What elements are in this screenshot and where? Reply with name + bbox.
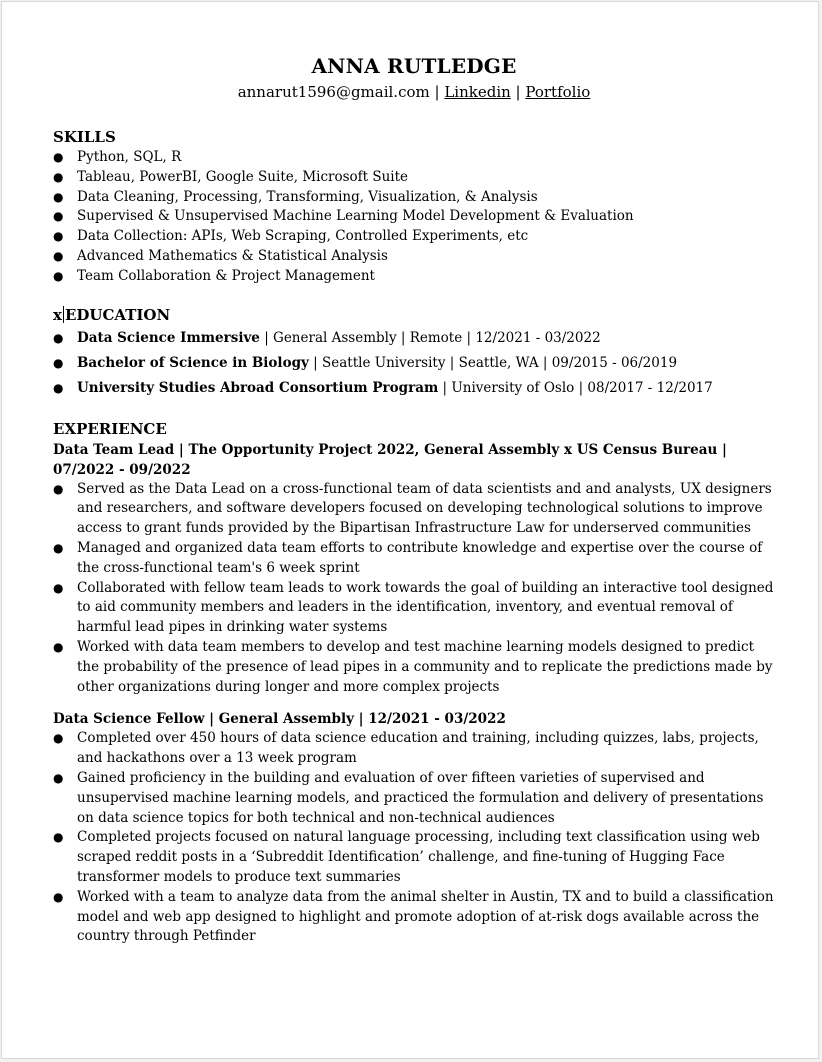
education-section: [53, 304, 775, 401]
contact-separator: |: [429, 83, 445, 101]
bullet-icon: ●: [53, 150, 64, 164]
job-bullet: ● Worked with a team to analyze data from the animal shelter in Austin, TX and to build a classification model and web app designed to highlight and promote adoption of at-risk dogs available across the country through Petfinder: [53, 888, 774, 945]
skills-section: [53, 126, 775, 287]
bullet-icon: ●: [53, 355, 64, 370]
skill-item: ● Advanced Mathematics & Statistical Analysis: [53, 247, 775, 267]
document-page: [1, 1, 819, 1059]
bullet-icon: ●: [53, 770, 64, 785]
bullet-icon: ●: [53, 169, 64, 184]
job-bullet: ● Served as the Data Lead on a cross-functional team of data scientists and and analysts, UX designers and researchers, and software developers focused on developing technological solutions to improve access to grant funds provided by the Bipartisan Infrastructure Law for underserved communities: [53, 480, 772, 537]
bullet-icon: ●: [53, 731, 64, 746]
bullet-icon: ●: [53, 639, 64, 654]
job-entry: [53, 709, 775, 947]
contact-separator: |: [510, 83, 526, 101]
skill-item: ● Supervised & Unsupervised Machine Learning Model Development & Evaluation: [53, 207, 775, 227]
skill-item: ● Tableau, PowerBI, Google Suite, Microsoft Suite: [53, 168, 775, 188]
education-item: [53, 351, 775, 376]
bullet-icon: ●: [53, 481, 64, 496]
bullet-icon: ●: [53, 380, 64, 395]
text-cursor: [63, 306, 64, 323]
bullet-icon: ●: [53, 189, 64, 204]
skills-list: [53, 148, 775, 287]
bullet-icon: ●: [53, 889, 64, 904]
job-entry: [53, 440, 775, 698]
education-item: [53, 376, 775, 401]
experience-heading: EXPERIENCE: [53, 419, 167, 438]
resume-name: ANNA RUTLEDGE: [311, 54, 517, 78]
degree-details: | University of Oslo | 08/2017 - 12/2017: [438, 379, 713, 396]
job-bullets: [53, 480, 775, 698]
linkedin-link[interactable]: Linkedin: [444, 83, 511, 101]
degree-name: Bachelor of Science in Biology: [77, 354, 309, 371]
job-heading: Data Team Lead | The Opportunity Project 2022, General Assembly x US Census Bureau | 07/2022 - 09/2022: [53, 441, 727, 478]
bullet-icon: ●: [53, 268, 64, 283]
skills-heading: SKILLS: [53, 128, 116, 146]
degree-details: | Seattle University | Seattle, WA | 09/2015 - 06/2019: [308, 354, 678, 371]
job-bullet: ● Completed over 450 hours of data science education and training, including quizzes, labs, projects, and hackathons over a 13 week program: [53, 730, 759, 767]
resume-content: [53, 52, 775, 947]
job-bullet: ● Managed and organized data team efforts to contribute knowledge and expertise over the course of the cross-functional team's 6 week sprint: [53, 539, 763, 576]
email-text: annarut1596@gmail.com: [237, 83, 430, 101]
portfolio-link[interactable]: Portfolio: [525, 83, 591, 101]
job-bullet: ● Completed projects focused on natural language processing, including text classification using web scraped reddit posts in a ‘Subreddit Identification’ challenge, and fine-tuning of Hugging Face transformer models to produce text summaries: [53, 829, 760, 885]
job-heading: Data Science Fellow | General Assembly | 12/2021 - 03/2022: [53, 711, 506, 728]
degree-name: Data Science Immersive: [77, 329, 260, 346]
bullet-icon: ●: [53, 229, 64, 244]
job-bullets: [53, 729, 775, 947]
job-bullet: ● Collaborated with fellow team leads to work towards the goal of building an interactive tool designed to aid community members and leaders in the identification, inventory, and eventual removal of harmful lead pipes in drinking water systems: [53, 579, 774, 636]
education-heading[interactable]: x EDUCATION: [53, 305, 171, 324]
education-list: [53, 326, 775, 401]
experience-section: [53, 418, 775, 948]
skill-item: ● Data Collection: APIs, Web Scraping, Controlled Experiments, etc: [53, 227, 775, 247]
skill-item: ● Team Collaboration & Project Management: [53, 267, 775, 287]
contact-line: [53, 80, 775, 104]
education-item: [53, 326, 775, 351]
degree-details: | General Assembly | Remote | 12/2021 - 03/2022: [259, 329, 601, 346]
skill-item: ● Python, SQL, R: [53, 148, 775, 168]
job-bullet: ● Worked with data team members to develop and test machine learning models designed to predict the probability of the presence of lead pipes in a community and to replicate the predictions made by other organizations during longer and more complex projects: [53, 638, 773, 695]
bullet-icon: ●: [53, 330, 64, 345]
degree-name: University Studies Abroad Consortium Program: [77, 379, 439, 396]
skill-item: ● Data Cleaning, Processing, Transforming, Visualization, & Analysis: [53, 188, 775, 208]
bullet-icon: ●: [53, 580, 64, 595]
bullet-icon: ●: [53, 540, 64, 555]
bullet-icon: ●: [53, 830, 64, 845]
education-heading-prefix: x: [53, 305, 62, 324]
bullet-icon: ●: [53, 248, 64, 263]
job-bullet: ● Gained proficiency in the building and evaluation of over fifteen varieties of supervised and unsupervised machine learning models, and practiced the formulation and delivery of presentations on data science topics for both technical and non-technical audiences: [53, 769, 764, 826]
bullet-icon: ●: [53, 209, 64, 224]
